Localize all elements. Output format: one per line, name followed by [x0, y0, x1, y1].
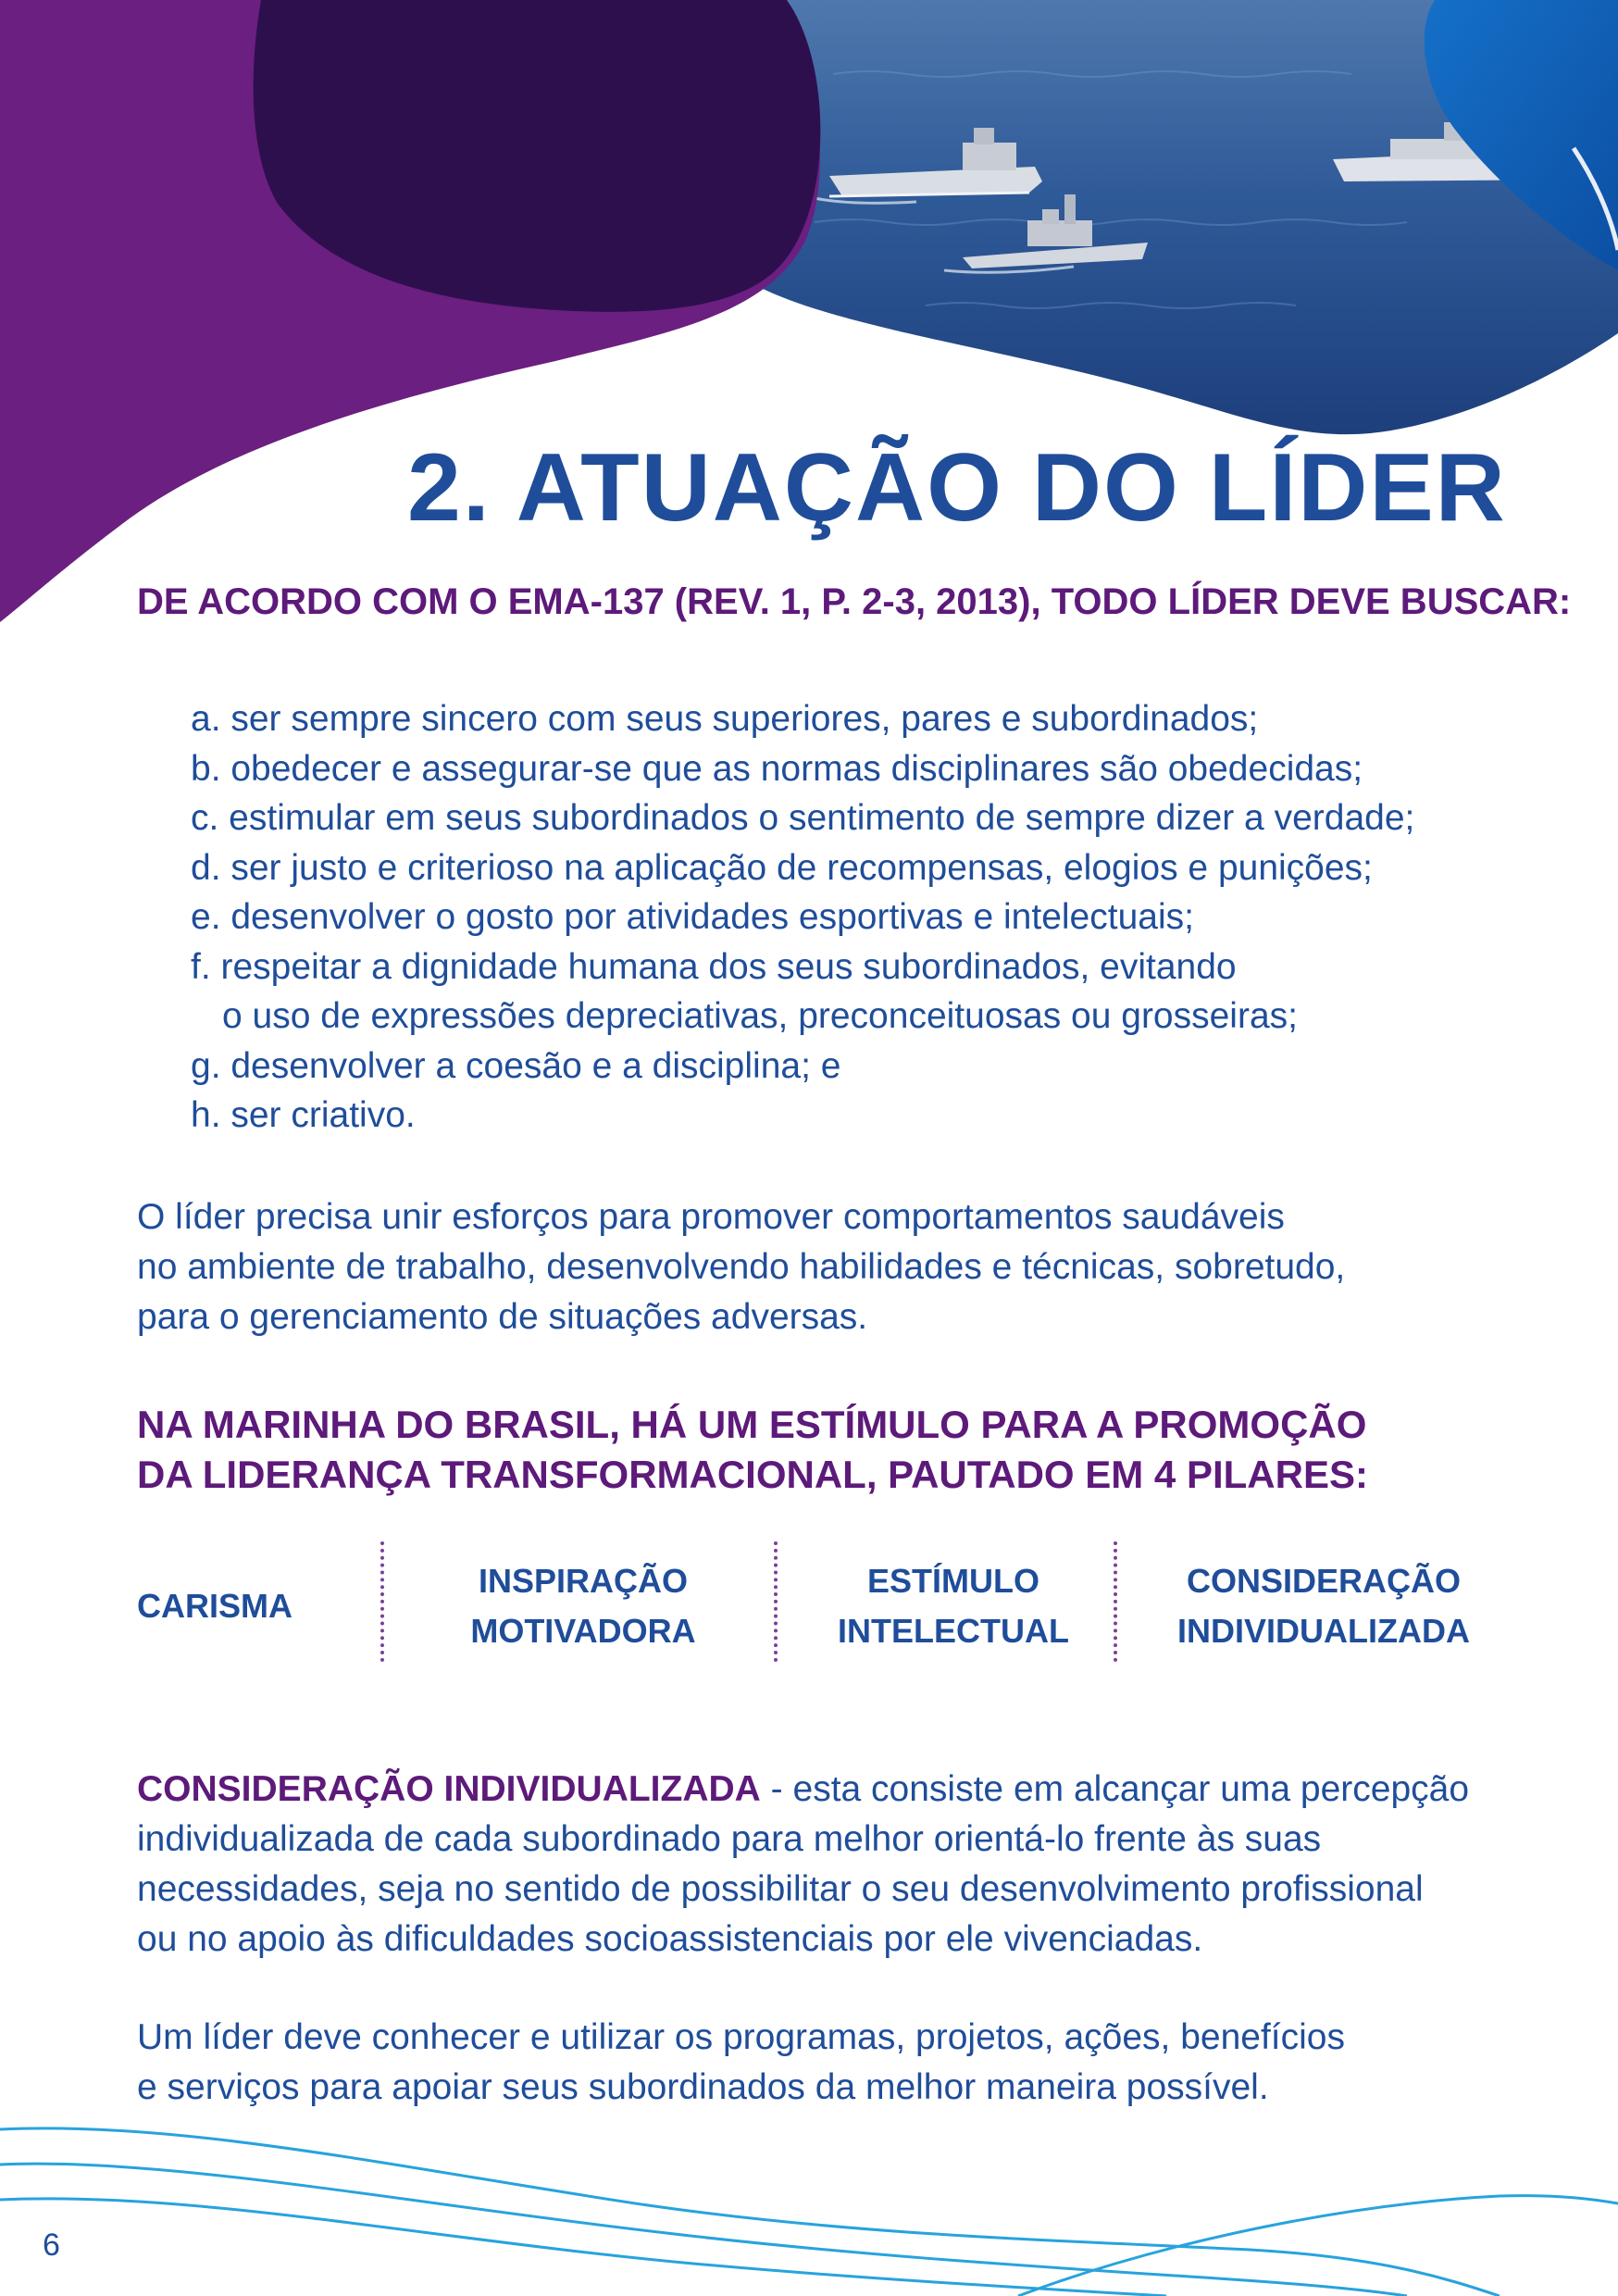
pillar-estimulo-intelectual	[796, 1546, 1111, 1666]
pillar-consideracao-individualizada	[1134, 1546, 1513, 1666]
pillar-separator	[774, 1541, 778, 1662]
list-item: b. obedecer e assegurar-se que as normas disciplinares são obedecidas;	[191, 748, 1363, 789]
paragraph-line: O líder precisa unir esforços para promover comportamentos saudáveis	[137, 1197, 1285, 1237]
paragraph-line: e serviços para apoiar seus subordinados da melhor maneira possível.	[137, 2067, 1269, 2107]
pillar-separator	[380, 1541, 384, 1662]
paragraph-programs	[137, 2013, 1544, 2113]
page-title: 2. ATUAÇÃO DO LÍDER	[407, 434, 1507, 542]
list-item-continuation: o uso de expressões depreciativas, preconceituosas ou grosseiras;	[222, 996, 1298, 1036]
bottom-waves	[0, 2128, 1618, 2296]
list-item: f. respeitar a dignidade humana dos seus subordinados, evitando	[191, 946, 1237, 987]
list-item: c. estimular em seus subordinados o sentimento de sempre dizer a verdade;	[191, 798, 1415, 838]
pillar-label: MOTIVADORA	[470, 1612, 696, 1650]
consideration-first-line: - esta consiste em alcançar uma percepção	[760, 1769, 1470, 1809]
intro-heading: DE ACORDO COM O EMA-137 (REV. 1, P. 2-3, 2013), TODO LÍDER DEVE BUSCAR:	[137, 581, 1572, 622]
paragraph-line: para o gerenciamento de situações adversas.	[137, 1297, 868, 1337]
list-item: g. desenvolver a coesão e a disciplina; e	[191, 1045, 841, 1086]
paragraph-healthy-behaviors	[137, 1192, 1544, 1342]
paragraph-consideration	[137, 1765, 1544, 1965]
pillars-heading	[137, 1400, 1525, 1500]
list-item: a. ser sempre sincero com seus superiores, pares e subordinados;	[191, 699, 1259, 739]
paragraph-line: ou no apoio às dificuldades socioassistenciais por ele vivenciadas.	[137, 1919, 1203, 1959]
heading-line: DA LIDERANÇA TRANSFORMACIONAL, PAUTADO EM 4 PILARES:	[137, 1453, 1368, 1496]
list-item: d. ser justo e criterioso na aplicação de recompensas, elogios e punições;	[191, 847, 1373, 888]
heading-line: NA MARINHA DO BRASIL, HÁ UM ESTÍMULO PARA A PROMOÇÃO	[137, 1403, 1367, 1446]
paragraph-line: individualizada de cada subordinado para melhor orientá-lo frente às suas	[137, 1819, 1322, 1859]
pillar-inspiracao-motivadora	[407, 1546, 759, 1666]
consideration-term: CONSIDERAÇÃO INDIVIDUALIZADA	[137, 1769, 761, 1809]
paragraph-line: necessidades, seja no sentido de possibilitar o seu desenvolvimento profissional	[137, 1869, 1424, 1909]
pillar-separator	[1114, 1541, 1117, 1662]
paragraph-line: no ambiente de trabalho, desenvolvendo habilidades e técnicas, sobretudo,	[137, 1247, 1346, 1287]
leader-duties-list	[191, 694, 1561, 1141]
paragraph-line: Um líder deve conhecer e utilizar os programas, projetos, ações, benefícios	[137, 2017, 1345, 2057]
pillar-carisma	[137, 1546, 368, 1666]
pillar-label: CARISMA	[137, 1587, 292, 1625]
paragraph-line	[137, 1765, 1544, 1815]
pillar-label: CONSIDERAÇÃO	[1186, 1562, 1461, 1600]
list-item: h. ser criativo.	[191, 1095, 416, 1135]
list-item: e. desenvolver o gosto por atividades esportivas e intelectuais;	[191, 897, 1194, 937]
pillar-label: ESTÍMULO	[867, 1562, 1039, 1600]
pillar-label: INSPIRAÇÃO	[478, 1562, 689, 1600]
page-number: 6	[43, 2227, 60, 2263]
pillar-label: INDIVIDUALIZADA	[1177, 1612, 1470, 1650]
pillar-label: INTELECTUAL	[838, 1612, 1069, 1650]
